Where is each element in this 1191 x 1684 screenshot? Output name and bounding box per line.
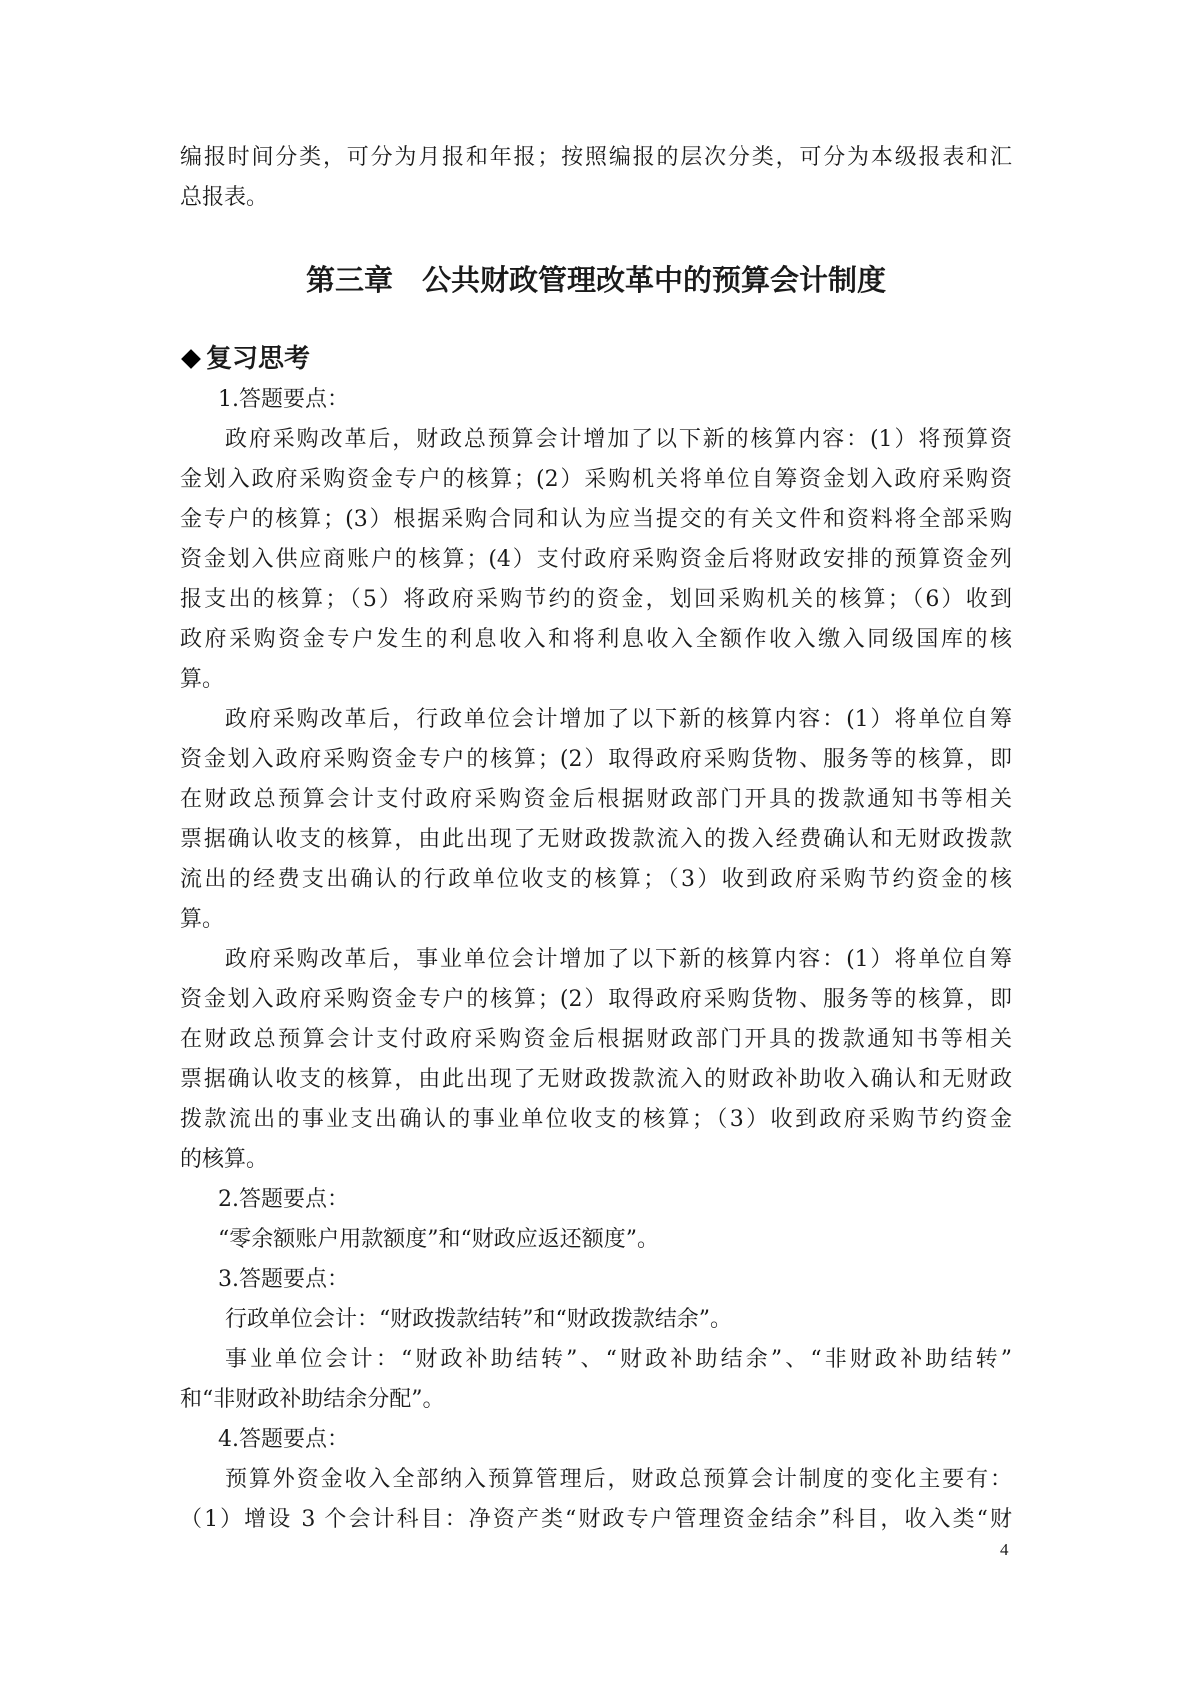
chapter-title: 第三章 公共财政管理改革中的预算会计制度 [305, 263, 886, 297]
page-number: 4 [1000, 1540, 1009, 1559]
paragraph-line: 算。 [180, 667, 225, 692]
answer-text: 事业单位会计：“财政补助结转”、“财政补助结余”、“非财政补助结转” [225, 1347, 1012, 1372]
answer-label: 1.答题要点： [218, 387, 349, 412]
intro-line: 总报表。 [180, 185, 269, 210]
paragraph-line: 拨款流出的事业支出确认的事业单位收支的核算；（3）收到政府采购节约资金 [180, 1107, 1012, 1132]
paragraph-line: 报支出的核算；（5）将政府采购节约的资金，划回采购机关的核算；（6）收到 [180, 587, 1012, 612]
paragraph-line: 流出的经费支出确认的行政单位收支的核算；（3）收到政府采购节约资金的核 [180, 867, 1012, 892]
answer-label: 4.答题要点： [218, 1427, 349, 1452]
paragraph-line: 票据确认收支的核算，由此出现了无财政拨款流入的财政补助收入确认和无财政 [180, 1067, 1012, 1092]
paragraph-line: 的核算。 [180, 1147, 269, 1172]
paragraph-line: 政府采购改革后，财政总预算会计增加了以下新的核算内容：(1）将预算资 [225, 427, 1012, 452]
paragraph-line: 政府采购资金专户发生的利息收入和将利息收入全额作收入缴入同级国库的核 [180, 627, 1012, 652]
diamond-bullet-icon [181, 349, 201, 369]
answer-text: 预算外资金收入全部纳入预算管理后，财政总预算会计制度的变化主要有： [225, 1467, 1012, 1492]
answer-text: 行政单位会计：“财政拨款结转”和“财政拨款结余”。 [225, 1307, 732, 1332]
paragraph-line: 票据确认收支的核算，由此出现了无财政拨款流入的拨入经费确认和无财政拨款 [180, 827, 1012, 852]
document-page [180, 138, 1012, 1540]
paragraph-line: 资金划入政府采购资金专户的核算；(2）取得政府采购货物、服务等的核算，即 [180, 987, 1012, 1012]
answer-text: 和“非财政补助结余分配”。 [180, 1387, 445, 1412]
paragraph-line: 政府采购改革后，行政单位会计增加了以下新的核算内容：(1）将单位自筹 [225, 707, 1012, 732]
paragraph-line: 在财政总预算会计支付政府采购资金后根据财政部门开具的拨款通知书等相关 [180, 787, 1012, 812]
paragraph-line: 资金划入供应商账户的核算；(4）支付政府采购资金后将财政安排的预算资金列 [180, 547, 1012, 572]
section-heading-text: 复习思考 [206, 344, 311, 374]
paragraph-line: 政府采购改革后，事业单位会计增加了以下新的核算内容：(1）将单位自筹 [225, 947, 1012, 972]
paragraph-line: 资金划入政府采购资金专户的核算；(2）取得政府采购货物、服务等的核算，即 [180, 747, 1012, 772]
answer-text: “零余额账户用款额度”和“财政应返还额度”。 [218, 1227, 659, 1252]
paragraph-line: 金划入政府采购资金专户的核算；(2）采购机关将单位自筹资金划入政府采购资 [180, 467, 1012, 492]
answer-label: 2.答题要点： [218, 1187, 349, 1212]
answer-label: 3.答题要点： [218, 1267, 349, 1292]
section-heading [180, 338, 1012, 380]
answer-text: （1）增设 3 个会计科目：净资产类“财政专户管理资金结余”科目，收入类“财 [180, 1507, 1012, 1532]
intro-line: 编报时间分类，可分为月报和年报；按照编报的层次分类，可分为本级报表和汇 [180, 145, 1012, 170]
paragraph-line: 金专户的核算；(3）根据采购合同和认为应当提交的有关文件和资料将全部采购 [180, 507, 1012, 532]
paragraph-line: 在财政总预算会计支付政府采购资金后根据财政部门开具的拨款通知书等相关 [180, 1027, 1012, 1052]
paragraph-line: 算。 [180, 907, 225, 932]
